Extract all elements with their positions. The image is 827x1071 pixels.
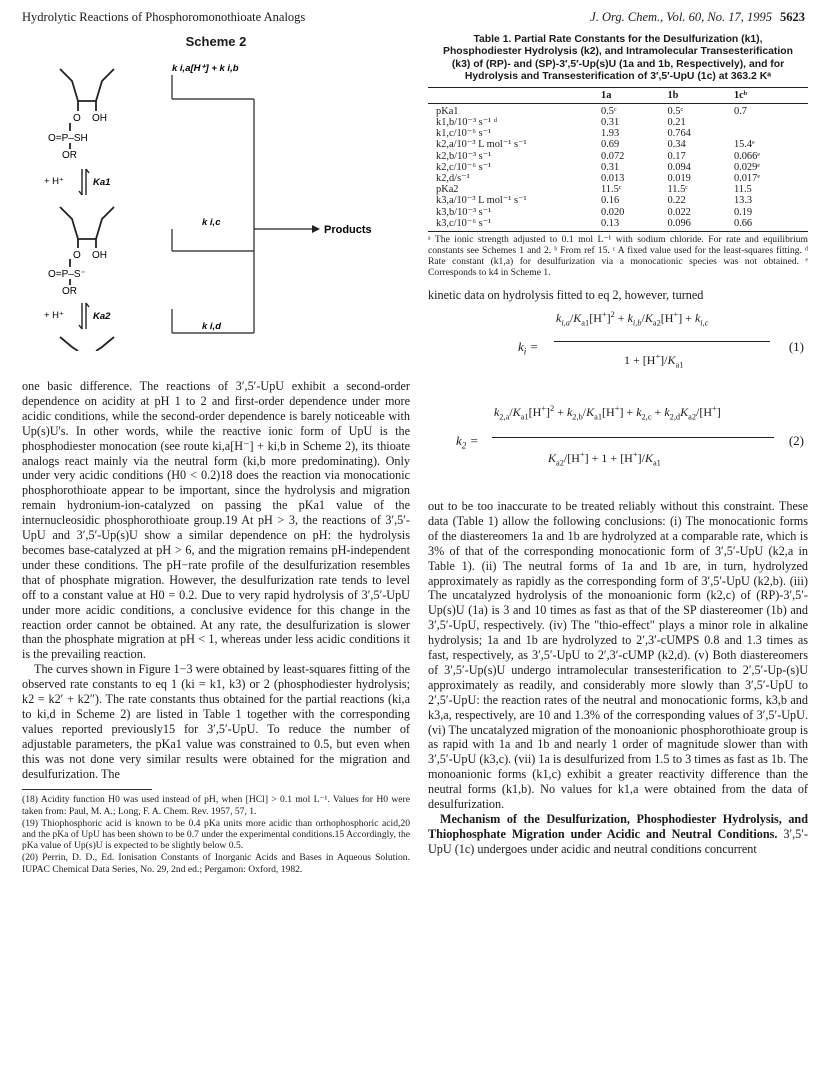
table-cell: 0.029ᵉ <box>733 161 760 173</box>
table-notes: ᵃ The ionic strength adjusted to 0.1 mol L⁻¹ with sodium chloride. For rate and equilibrium constants see Schemes 1 and 2. ᵇ From ref 15. ᶜ A fixed value used for the least-squares fitting. ᵈ Rate constant (k1,a) for desulfurization via a monocationic species was not obtained. ᵉ Corresponds to k4 in Scheme 1. <box>428 234 808 279</box>
hplus-1: + H⁺ <box>44 176 65 187</box>
eq2-fraction-bar <box>492 437 774 438</box>
scheme-title: Scheme 2 <box>185 34 247 49</box>
left-body <box>22 379 410 781</box>
table-cell: 0.16 <box>601 195 620 207</box>
reaction-paths <box>172 75 314 333</box>
ka1-label: Ka1 <box>93 177 111 188</box>
footnote-20: (20) Perrin, D. D., Ed. Ionisation Constants of Inorganic Acids and Bases in Aqueous Solution. IUPAC Chemical Data Series, No. 29, 2nd ed.; Pergamon: Oxford, 1982. <box>22 852 410 875</box>
table-row-label: k1,c/10⁻⁶ s⁻¹ <box>436 128 492 140</box>
table-row <box>428 117 808 128</box>
table-cell: 0.69 <box>601 139 620 151</box>
left-column <box>22 34 410 876</box>
hplus-2: + H⁺ <box>44 310 65 321</box>
s1-p: O=P–SH <box>48 133 88 144</box>
table-row-label: k1,b/10⁻³ s⁻¹ ᵈ <box>436 117 498 129</box>
table-row-label: k2,b/10⁻³ s⁻¹ <box>436 150 492 162</box>
table-row <box>428 139 808 150</box>
k-mid-label: k i,c <box>202 217 221 228</box>
table-cell: 0.19 <box>733 206 753 218</box>
section-heading: Mechanism of the Desulfurization, Phosphodiester Hydrolysis, and Thiophosphate Migration under Acidic and Neutral Conditions. <box>428 812 808 841</box>
scheme-2-svg <box>22 51 410 351</box>
table-cell: 0.13 <box>601 218 667 232</box>
table-header: 1cᵇ <box>734 87 808 103</box>
table-cell: 0.34 <box>667 139 686 151</box>
eq1-lhs: $k_i$ = <box>518 338 539 357</box>
eq1-fraction-bar <box>554 341 770 342</box>
table-row <box>428 218 808 232</box>
table-row-label: k3,b/10⁻³ s⁻¹ <box>436 206 492 218</box>
table-row <box>428 128 808 139</box>
table-cell: 0.17 <box>667 150 686 162</box>
table-cell: 0.31 <box>601 161 620 173</box>
right-body <box>428 499 808 857</box>
s2-or: OR <box>62 286 77 297</box>
rate-constants-table <box>428 87 808 232</box>
table-caption: Table 1. Partial Rate Constants for the Desulfurization (k1), Phosphodiester Hydrolysis (k2), and Intramolecular Transesterification (k3) of (RP)- and (SP)-3′,5′-Up(s)U (1a and 1b, Respectively), and for Hydrolysis and Transesterification of 3′,5′-UpU (1c) at 363.2 Kᵃ <box>443 34 793 83</box>
table-cell <box>734 117 808 128</box>
table-cell: 0.22 <box>667 195 686 207</box>
table-cell: 0.022 <box>667 206 691 218</box>
eq1-denominator: $1 + [H^+]/K_{a1}$ <box>624 351 684 370</box>
table-row <box>428 184 808 195</box>
table-header: 1a <box>601 87 667 103</box>
table-cell: 0.017ᵉ <box>733 173 760 185</box>
k-top-label: k i,a[H⁺] + k i,b <box>172 63 239 74</box>
s2-oh: OH <box>92 250 107 261</box>
table-cell: 0.094 <box>667 161 691 173</box>
footnote-18: (18) Acidity function H0 was used instead of pH, when [HCl] > 0.1 mol L⁻¹. Values for H0 were taken from: Paul, M. A.; Long, F. A. Chem. Rev. 1957, 57, 1. <box>22 794 410 817</box>
table-header-row <box>428 87 808 103</box>
eq2-number: (2) <box>788 432 804 448</box>
right-intro: kinetic data on hydrolysis fitted to eq 2, however, turned <box>428 288 704 303</box>
ka2-label: Ka2 <box>93 311 111 322</box>
table-cell: 0.066ᵉ <box>733 150 760 162</box>
left-paragraph-2: The curves shown in Figure 1−3 were obtained by least-squares fitting of the observed rate constants to eq 1 (ki = k1, k3) or 2 (phosphodiester hydrolysis; k2 = k2′ + k2″). The rate constants thus obtained for the partial reactions (ki,a to ki,d in Scheme 2) are listed in Table 1 together with the corresponding values reported previously15 for 3′,5′-UpU. To reduce the number of adjustable parameters, the pKa1 value was constrained to 0.5, but even when this was not done very similar results were obtained for the migration and desulfurization. The <box>22 662 410 781</box>
structure-dianion <box>60 337 114 351</box>
table-row <box>428 162 808 173</box>
table-row-label: k2,d/s⁻¹ <box>436 173 470 185</box>
table-row-label: k3,c/10⁻⁶ s⁻¹ <box>428 218 601 232</box>
footnotes <box>22 794 410 874</box>
table-cell: 11.5 <box>733 184 752 196</box>
footnote-rule <box>22 789 152 790</box>
table-cell: 0.5ᶜ <box>601 105 617 117</box>
eq2-lhs: $k_2$ = <box>456 432 479 451</box>
table-cell: 1.93 <box>601 128 620 140</box>
scheme-2-diagram <box>22 51 410 351</box>
eq1-numerator: $k_{i,a}/K_{a1}[H^+]^2 + k_{i,b}/K_{a2}[H^+] + k_{i,c}$ <box>556 309 709 328</box>
section-text: 3′,5′-UpU (1c) undergoes under acidic and neutral conditions concurrent <box>428 826 808 856</box>
table-cell: 0.7 <box>733 105 747 117</box>
table-row <box>428 207 808 218</box>
table-cell: 13.3 <box>733 195 753 207</box>
equilibrium-arrow-1 <box>79 169 89 195</box>
table-header <box>428 87 601 103</box>
right-paragraph-1: out to be too inaccurate to be treated reliably without this constraint. These data (Table 1) allow the following conclusions: (i) The monocationic forms of the diastereomers 1a and 1b are hydrolyzed at a comparable rate, which is 3% of that of the corresponding monocationic form of 3′,5′-UpU (k2,a in Table 1). (ii) The neutral forms of 1a and 1b are, in turn, hydrolyzed approximately as rapidly as the corresponding form of 3′,5′-UpU (k2,b). (iii) The uncatalyzed hydrolysis of the monoanionic form (k2,c) of (RP)-3′,5′-Up(s)U (1a) is 3 and 10 times as fast as that of the SP diastereomer (1b) and 3′,5′-UpU, respectively. (iv) The "thio-effect" plays a minor role in alkaline hydrolysis; 1a and 1b are hydrolyzed to 2′,3′-cUMPS 0.8 and 1.3 times as fast, respectively, as 3′,5′-UpU to 2′,3′-cUMP (k2,d). (v) Both diastereomers of 3′,5′-Up(s)U undergo intramolecular transesterification to 2′,5′-Up-(s)U approximately as readily, and considerably more slowly than 3′,5′-UpU to 2′,5′-UpU: the reaction rates of the neutral and monocationic forms, k3,b and k3,a, respectively, are 10 and 1.3% of the corresponding values of 3′,5′-UpU. (vi) The uncatalyzed migration of the monoanionic phosphorothioate group is as rapid with 1a and 1b and nearly 1 order of magnitude slower than with 3′,5′-UpU (k3,c). (vii) 1a is desulfurized from 1.5 to 3 times as fast as 1b. The monoanionic forms (k1,c) exhibit a greater reactivity difference than the neutral forms (k1,b). No values for k1,a were obtained from the data of desulfurization. <box>428 498 808 812</box>
products-label: Products <box>324 224 372 236</box>
table-row <box>428 151 808 162</box>
journal-name: J. Org. Chem., Vol. 60, No. 17, 1995 <box>590 10 772 24</box>
table-header: 1b <box>667 87 733 103</box>
products-arrowhead <box>312 225 320 233</box>
table-cell: 0.020 <box>601 206 625 218</box>
table-cell: 0.21 <box>667 117 686 129</box>
equation-1 <box>428 303 808 395</box>
table-row-label: k2,a/10⁻³ L mol⁻¹ s⁻¹ <box>436 139 527 151</box>
table-cell: 0.072 <box>601 150 625 162</box>
table-row <box>428 103 808 117</box>
right-column <box>428 34 808 857</box>
page-header <box>22 10 805 30</box>
table-row-label: pKa2 <box>436 184 459 196</box>
table-cell: 0.019 <box>667 173 691 185</box>
table-cell <box>734 128 808 139</box>
s2-p: O=P–S⁻ <box>48 269 86 280</box>
table-cell: 0.66 <box>734 218 808 232</box>
right-paragraph-2 <box>428 812 808 857</box>
k-bot-label: k i,d <box>202 321 222 332</box>
s1-oh: OH <box>92 113 107 124</box>
table-cell: 11.5ᶜ <box>601 184 622 196</box>
journal-citation <box>590 10 805 25</box>
page-number: 5623 <box>780 10 805 24</box>
equation-2 <box>428 395 808 499</box>
table-cell: 0.31 <box>601 117 620 129</box>
table-row-label: k2,c/10⁻⁶ s⁻¹ <box>436 161 492 173</box>
s2-o: O <box>73 250 81 261</box>
eq2-numerator: $k_{2,a}/K_{a1}[H^+]^2 + k_{2,b}/K_{a1}[H^+] + k_{2,c} + k_{2,d}K_{a2}/[H^+]$ <box>494 403 721 422</box>
eq1-number: (1) <box>788 338 804 354</box>
table-cell: 0.5ᶜ <box>667 105 684 117</box>
table-row-label: k3,a/10⁻³ L mol⁻¹ s⁻¹ <box>436 195 527 207</box>
left-paragraph-1: one basic difference. The reactions of 3′,5′-UpU exhibit a second-order dependence on acidity at pH 1 to 2 and first-order dependence under more acidic conditions, while the second-order dependence is barely noticeable with Up(s)U's. In other words, while the reactive ionic form of UpU is the phosphodiester monocation (see route ki,a[H⁻] + ki,b in Scheme 2), its thioate analogs react mainly via the neutral form (ki,b more predominating). Only under very acidic conditions (H0 < 0.2)18 does the reaction via monocationic phosphorothioate appear to be important, since the hydrolysis and migration remain hydronium-ion-catalyzed on passing the pKa1 value of the internucleosidic phosphorothioate group.19 At pH > 3, the reactions of 3′,5′-UpU and 3′,5′-Up(s)U show a similar dependence on pH: the hydrolysis becomes base-catalyzed at pH > 6, and the migration remains pH-independent under these conditions. The pH−rate profile of the desulfurization resembles that of phosphate migration. However, the desulfurization rate tends to level off to a constant value at H0 = 0.2. Due to very rapid hydrolysis of 3′,5′-UpU under more acidic conditions, a conclusive evidence for this change in the reaction order cannot be obtained. At any rate, the desulfurization is slower than the phosphate migration at pH < 1, whereas under less acidic conditions it is the prevailing reaction. <box>22 379 410 662</box>
eq2-denominator: $K_{a2}/[H^+] + 1 + [H^+]/K_{a1}$ <box>548 449 661 468</box>
running-title: Hydrolytic Reactions of Phosphoromonothioate Analogs <box>22 10 306 24</box>
table-row <box>428 195 808 206</box>
footnote-19: (19) Thiophosphoric acid is known to be 0.4 pKa units more acidic than orthophosphoric acid,20 and the pKa of UpU has been shown to be 0.7 under the experimental conditions.15 Accordingly, the pKa value of Up(s)U is expected to be slightly below 0.5. <box>22 817 410 852</box>
table-row-label: pKa1 <box>436 105 459 117</box>
table-cell: 11.5ᶜ <box>667 184 688 196</box>
equilibrium-arrow-2 <box>79 303 89 329</box>
table-cell: 0.096 <box>667 218 733 232</box>
s1-or: OR <box>62 150 77 161</box>
table-cell: 0.764 <box>667 128 691 140</box>
s1-o: O <box>73 113 81 124</box>
table-cell: 15.4ᵉ <box>733 139 755 151</box>
table-cell: 0.013 <box>601 173 625 185</box>
table-row <box>428 173 808 184</box>
